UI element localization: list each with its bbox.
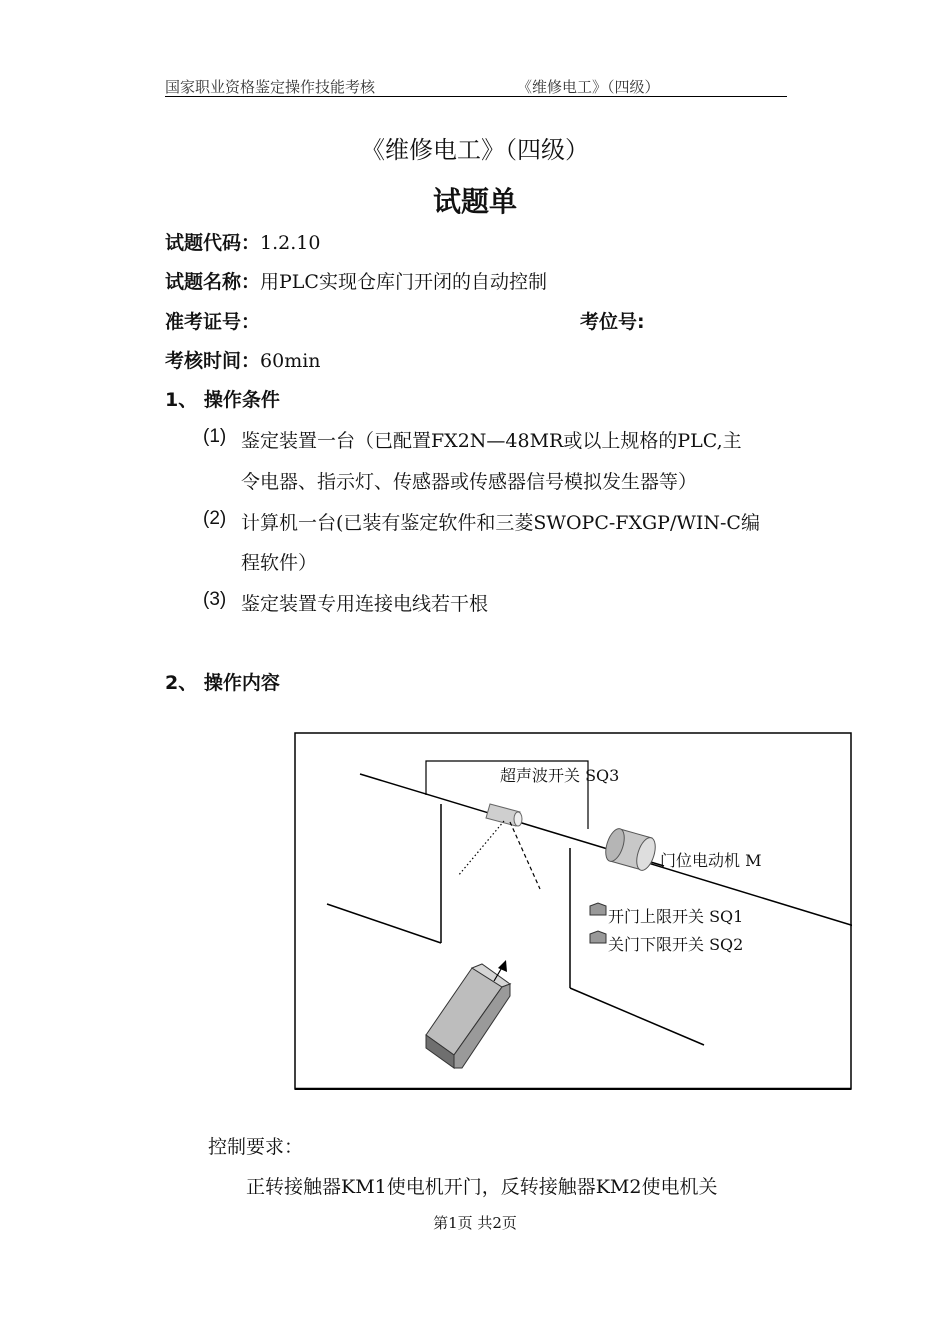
lower-left-line [327, 904, 441, 943]
section2-heading: 2、 操作内容 [165, 672, 280, 694]
time-value: 60min [260, 350, 321, 372]
upper-limit-switch-icon [590, 903, 606, 915]
item1-number: (1) [203, 426, 227, 447]
diagram-frame [295, 733, 851, 1089]
control-heading: 控制要求： [208, 1136, 304, 1158]
seat-row [580, 307, 645, 334]
motor-label: 门位电动机 M [660, 851, 762, 870]
warehouse-door-diagram [294, 732, 852, 1090]
beam-dashed [510, 822, 540, 889]
document-title: 《维修电工》（四级） [361, 136, 589, 164]
beam-dotted [458, 821, 504, 876]
lower-right-line [570, 988, 704, 1045]
lower-limit-label: 关门下限开关 SQ2 [608, 935, 744, 954]
header-left: 国家职业资格鉴定操作技能考核 [165, 78, 376, 96]
time-label: 考核时间： [165, 350, 261, 372]
item1-line2: 令电器、指示灯、传感器或传感器信号模拟发生器等） [241, 471, 698, 493]
item3-line1: 鉴定装置专用连接电线若干根 [241, 593, 489, 615]
item1-line1: 鉴定装置一台（已配置FX2N—48MR或以上规格的PLC,主 [241, 430, 742, 452]
header-divider [165, 96, 787, 97]
time-row [165, 346, 321, 373]
exam-id-label: 准考证号： [165, 311, 261, 333]
item2-line2: 程软件） [241, 552, 318, 574]
code-row [165, 228, 320, 255]
name-row [165, 267, 547, 294]
item2-line1: 计算机一台(已装有鉴定软件和三菱SWOPC-FXGP/WIN-C编 [241, 512, 760, 534]
direction-arrow-head [498, 960, 507, 972]
header-right: 《维修电工》（四级） [517, 78, 660, 96]
item2-number: (2) [203, 508, 227, 529]
vehicle-block [426, 964, 510, 1068]
code-label: 试题代码： [165, 232, 261, 254]
name-label: 试题名称： [165, 271, 261, 293]
ultrasonic-sensor [486, 804, 522, 826]
upper-limit-label: 开门上限开关 SQ1 [608, 907, 744, 926]
code-value: 1.2.10 [260, 232, 321, 254]
page-footer: 第1页 共2页 [433, 1214, 517, 1232]
exam-id-row [165, 307, 260, 334]
name-value: 用PLC实现仓库门开闭的自动控制 [260, 271, 547, 293]
door-motor [602, 826, 659, 872]
ultrasonic-label: 超声波开关 SQ3 [500, 766, 620, 785]
lower-limit-switch-icon [590, 931, 606, 943]
item3-number: (3) [203, 589, 227, 610]
seat-label: 考位号: [580, 311, 645, 333]
control-text: 正转接触器KM1使电机开门，反转接触器KM2使电机关 [246, 1176, 718, 1198]
section1-heading: 1、 操作条件 [165, 389, 280, 411]
document-subtitle: 试题单 [432, 185, 517, 218]
